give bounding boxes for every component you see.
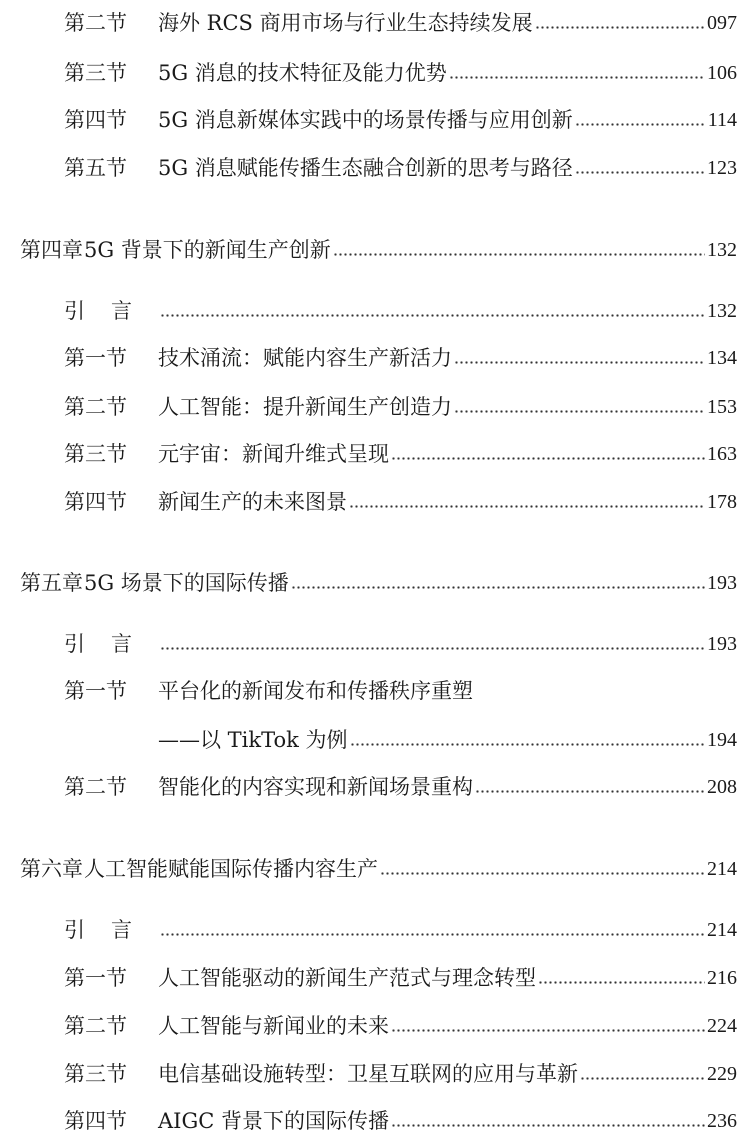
section-title: 人工智能：提升新闻生产创造力 [158,395,452,419]
page-number: 178 [707,491,737,513]
section-number: 第二节 [64,11,127,35]
toc-chapter-entry [0,565,737,601]
page-number: 236 [707,1110,737,1132]
page-number: 163 [707,443,737,465]
dot-leader [454,340,705,376]
section-number: 第五节 [64,156,127,180]
page-number: 097 [707,12,737,34]
page-number: 214 [707,919,737,941]
page-number: 134 [707,347,737,369]
dot-leader [350,722,705,758]
page-number: 106 [707,62,737,84]
dot-leader [391,436,705,472]
page-number: 114 [707,109,737,131]
toc-entry [0,436,737,472]
toc-entry [0,293,737,329]
section-number: 第二节 [64,1014,127,1038]
dot-leader [575,102,706,138]
section-number: 第一节 [64,966,127,990]
dot-leader [333,232,705,268]
dot-leader [454,389,705,425]
toc-chapter-entry [0,851,737,887]
introduction-label: 引言 [64,632,158,656]
page-number: 123 [707,157,737,179]
page-number: 224 [707,1015,737,1037]
toc-entry [0,55,737,91]
chapter-number: 第四章 [20,238,83,262]
section-number: 第三节 [64,442,127,466]
chapter-title: 5G 背景下的新闻生产创新 [84,238,331,262]
toc-entry [0,912,737,948]
toc-entry [0,1008,737,1044]
toc-entry [0,484,737,520]
section-number: 第三节 [64,1062,127,1086]
page-number: 153 [707,396,737,418]
section-subtitle: ——以 TikTok 为例 [158,728,348,752]
toc-entry [0,340,737,376]
section-number: 第二节 [64,775,127,799]
page-number: 208 [707,776,737,798]
toc-entry [0,1056,737,1092]
section-title: 5G 消息赋能传播生态融合创新的思考与路径 [158,156,573,180]
toc-entry [0,673,737,709]
chapter-title: 5G 场景下的国际传播 [84,571,289,595]
dot-leader [349,484,705,520]
page-number: 216 [707,967,737,989]
section-title: 电信基础设施转型：卫星互联网的应用与革新 [158,1062,578,1086]
chapter-number: 第五章 [20,571,83,595]
page-number: 132 [707,300,737,322]
dot-leader [160,912,705,948]
page-number: 193 [707,572,737,594]
section-title: 5G 消息的技术特征及能力优势 [158,61,447,85]
dot-leader [449,55,705,91]
section-title: 元宇宙：新闻升维式呈现 [158,442,389,466]
toc-entry [0,960,737,996]
toc-entry [0,626,737,662]
section-title: 5G 消息新媒体实践中的场景传播与应用创新 [158,108,573,132]
section-title: AIGC 背景下的国际传播 [158,1109,389,1133]
section-title: 智能化的内容实现和新闻场景重构 [158,775,473,799]
introduction-label: 引言 [64,918,158,942]
page-number: 132 [707,239,737,261]
page-number: 214 [707,858,737,880]
toc-entry [0,389,737,425]
dot-leader [391,1103,705,1139]
section-number: 第三节 [64,61,127,85]
section-title: 新闻生产的未来图景 [158,490,347,514]
section-number: 第一节 [64,346,127,370]
chapter-number: 第六章 [20,857,83,881]
toc-chapter-entry [0,232,737,268]
section-title: 人工智能驱动的新闻生产范式与理念转型 [158,966,536,990]
page-number: 193 [707,633,737,655]
page-number: 229 [707,1063,737,1085]
dot-leader [391,1008,705,1044]
toc-entry [0,102,737,138]
section-title: 人工智能与新闻业的未来 [158,1014,389,1038]
dot-leader [538,960,705,996]
toc-entry [0,150,737,186]
dot-leader [580,1056,705,1092]
toc-entry-continuation [0,722,737,758]
introduction-label: 引言 [64,299,158,323]
section-title: 技术涌流：赋能内容生产新活力 [158,346,452,370]
dot-leader [291,565,705,601]
section-title: 海外 RCS 商用市场与行业生态持续发展 [158,11,533,35]
dot-leader [380,851,705,887]
section-number: 第四节 [64,108,127,132]
section-number: 第二节 [64,395,127,419]
page-number: 194 [707,729,737,751]
section-title: 平台化的新闻发布和传播秩序重塑 [158,679,473,703]
toc-entry [0,1103,737,1139]
dot-leader [475,769,705,805]
section-number: 第四节 [64,490,127,514]
chapter-title: 人工智能赋能国际传播内容生产 [84,857,378,881]
dot-leader [160,293,705,329]
dot-leader [160,626,705,662]
section-number: 第四节 [64,1109,127,1133]
toc-entry [0,769,737,805]
toc-entry [0,5,737,41]
section-number: 第一节 [64,679,127,703]
dot-leader [575,150,705,186]
dot-leader [535,5,705,41]
